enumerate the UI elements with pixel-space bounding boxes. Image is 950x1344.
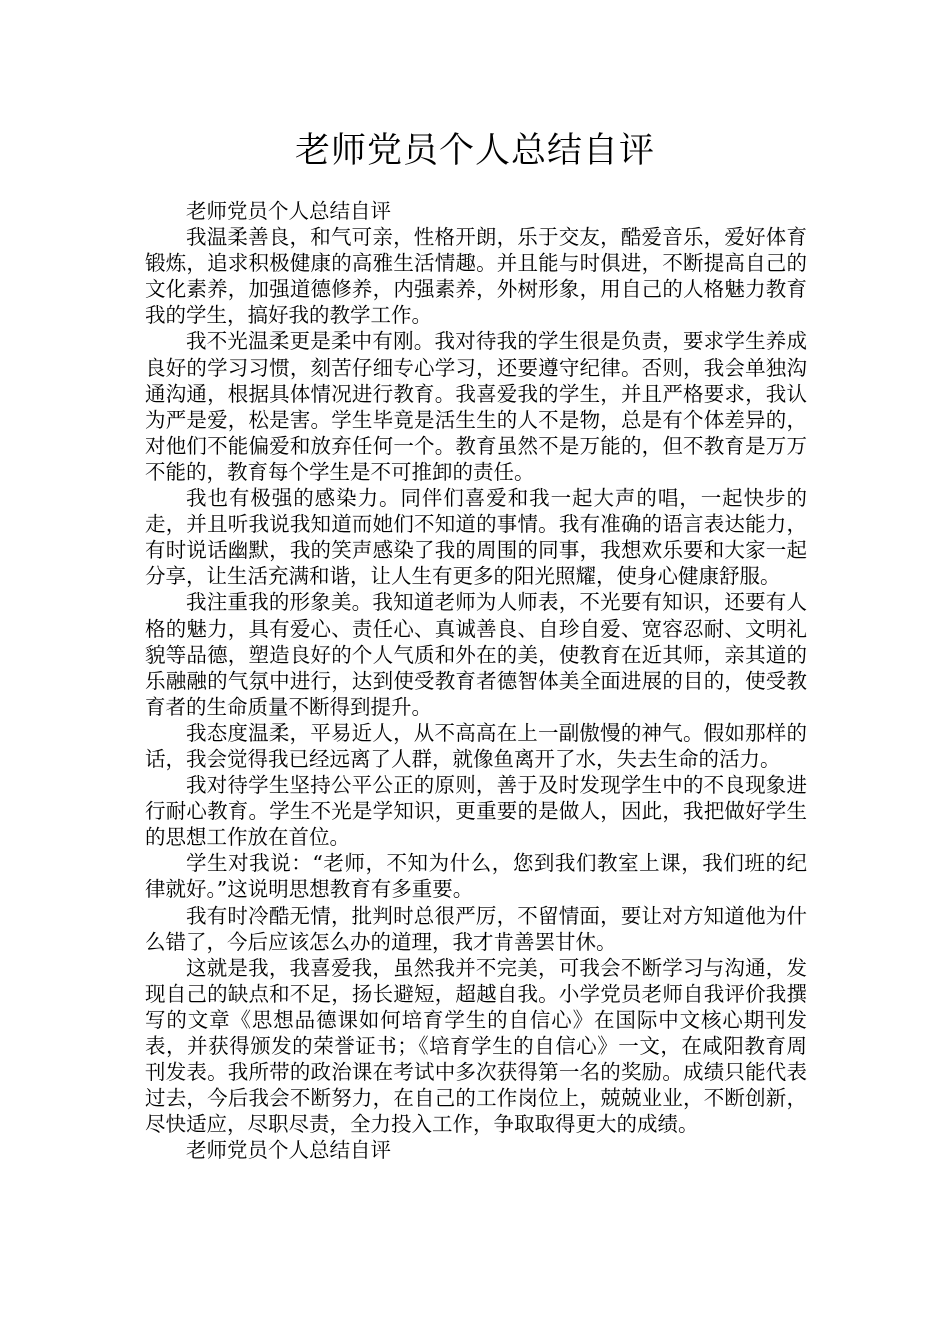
paragraph: 我注重我的形象美。我知道老师为人师表，不光要有知识，还要有人格的魅力，具有爱心、责任心、真诚善良、自珍自爱、宽容忍耐、文明礼貌等品德，塑造良好的个人气质和外在的美，使教育在近其师，亲其道的乐融融的气氛中进行，达到使受教育者德智体美全面进展的目的，使受教育者的生命质量不断得到提升。	[145, 590, 807, 719]
paragraph: 我态度温柔，平易近人，从不高高在上一副傲慢的神气。假如那样的话，我会觉得我已经远离了人群，就像鱼离开了水，失去生命的活力。	[145, 720, 807, 771]
paragraph: 我对待学生坚持公平公正的原则，善于及时发现学生中的不良现象进行耐心教育。学生不光是学知识，更重要的是做人，因此，我把做好学生的思想工作放在首位。	[145, 773, 807, 850]
paragraph: 这就是我，我喜爱我，虽然我并不完美，可我会不断学习与沟通，发现自己的缺点和不足，扬长避短，超越自我。小学党员老师自我评价我撰写的文章《思想品德课如何培育学生的自信心》在国际中文核心期刊发表，并获得颁发的荣誉证书；《培育学生的自信心》一文，在咸阳教育周刊发表。我所带的政治课在考试中多次获得第一名的奖励。成绩只能代表过去，今后我会不断努力，在自己的工作岗位上，兢兢业业，不断创新，尽快适应，尽职尽责，全力投入工作，争取取得更大的成绩。	[145, 955, 807, 1137]
paragraph-subtitle: 老师党员个人总结自评	[186, 199, 391, 223]
paragraph: 我温柔善良，和气可亲，性格开朗，乐于交友，酷爱音乐，爱好体育锻炼，追求积极健康的高雅生活情趣。并且能与时俱进，不断提高自己的文化素养，加强道德修养，内强素养，外树形象，用自己的人格魅力教育我的学生，搞好我的教学工作。	[145, 225, 807, 328]
paragraph-closing: 老师党员个人总结自评	[186, 1138, 391, 1163]
document-body	[145, 198, 807, 1163]
document-title: 老师党员个人总结自评	[294, 131, 655, 171]
paragraph: 学生对我说：“老师，不知为什么，您到我们教室上课，我们班的纪律就好。”这说明思想教育有多重要。	[145, 851, 807, 902]
paragraph: 我也有极强的感染力。同伴们喜爱和我一起大声的唱，一起快步的走，并且听我说我知道而她们不知道的事情。我有准确的语言表达能力，有时说话幽默，我的笑声感染了我的周围的同事，我想欢乐要和大家一起分享，让生活充满和谐，让人生有更多的阳光照耀，使身心健康舒服。	[145, 486, 807, 589]
paragraph: 我有时冷酷无情，批判时总很严厉，不留情面，要让对方知道他为什么错了，今后应该怎么办的道理，我才肯善罢甘休。	[145, 903, 807, 954]
paragraph: 我不光温柔更是柔中有刚。我对待我的学生很是负责，要求学生养成良好的学习习惯，刻苦仔细专心学习，还要遵守纪律。否则，我会单独沟通沟通，根据具体情况进行教育。我喜爱我的学生，并且严格要求，我认为严是爱，松是害。学生毕竟是活生生的人不是物，总是有个体差异的，对他们不能偏爱和放弃任何一个。教育虽然不是万能的，但不教育是万万不能的，教育每个学生是不可推卸的责任。	[145, 329, 807, 484]
